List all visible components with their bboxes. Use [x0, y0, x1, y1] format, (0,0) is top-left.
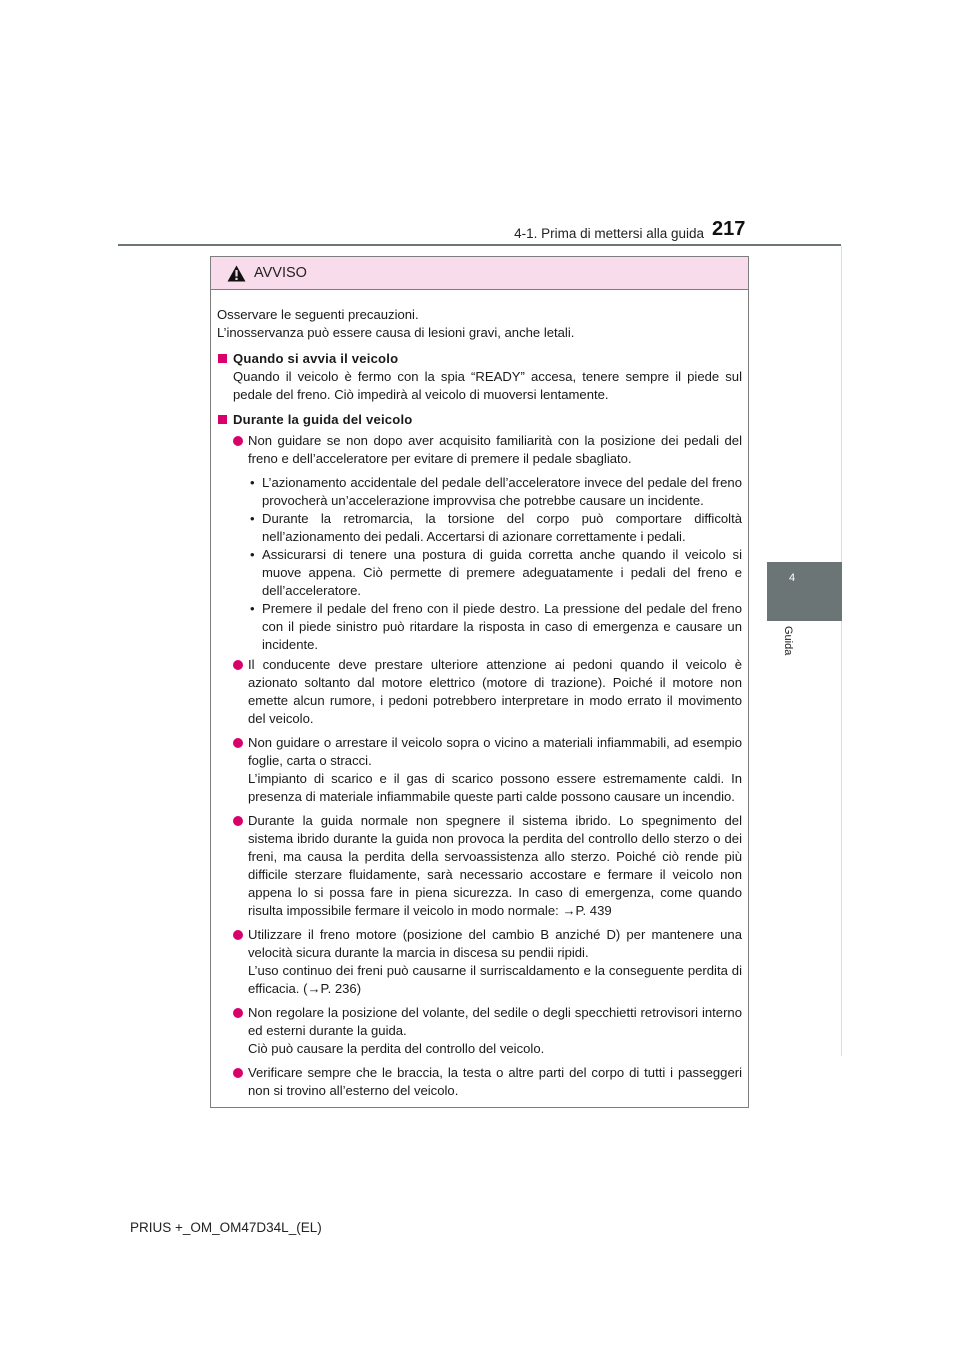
sub-list-item: • Assicurarsi di tenere una postura di guida corretta anche quando il veicolo si muove appena. Ciò permette di premere adeguatamente i pedali del freno e dell’acceleratore.	[250, 547, 742, 598]
square-bullet-icon	[218, 415, 227, 424]
side-divider	[841, 246, 842, 1056]
list-item: Utilizzare il freno motore (posizione del cambio B anziché D) per mantenere una velocità sicura durante la marcia in discesa su pendii ripidi. L’uso continuo dei freni può causarne il surriscaldamento e la conseguente perdita di efficacia. (→P. 236)	[217, 926, 742, 998]
list-item: Non guidare o arrestare il veicolo sopra o vicino a materiali infiammabili, ad esempio foglie, carta o stracci. L’impianto di scarico e il gas di scarico possono essere estremamente caldi. In presenza di materiale infiammabile queste parti calde possono causare un incendio.	[217, 734, 742, 806]
sub-list-item: • Premere il pedale del freno con il piede destro. La pressione del pedale del freno con il piede sinistro può ritardare la risposta in caso di emergenza e causare un incidente.	[250, 601, 742, 652]
round-bullet-icon	[233, 930, 243, 940]
chapter-label: Guida	[782, 626, 794, 656]
chapter-label-container	[782, 626, 822, 666]
round-bullet-icon	[233, 1008, 243, 1018]
chapter-tab	[767, 562, 842, 621]
list-item: Durante la guida normale non spegnere il sistema ibrido. Lo spegnimento del sistema ibrido durante la guida non provoca la perdita del controllo dello sterzo o dei freni, ma causa la perdita della servoassistenza allo sterzo. Poiché ciò rende più difficile sterzare fluidamente, sarà necessario accostare e fermare il veicolo non appena lo si possa fare in piena sicurezza. In caso di emergenza, come quando risulta impossibile fermare il veicolo in modo normale: →P. 439	[217, 812, 742, 920]
round-bullet-icon	[233, 660, 243, 670]
warning-title: AVVISO	[254, 265, 307, 281]
intro-line: Osservare le seguenti precauzioni.	[217, 307, 419, 322]
warning-triangle-icon	[227, 265, 246, 282]
round-bullet-icon	[233, 436, 243, 446]
page-number: 217	[712, 218, 746, 240]
chapter-number: 4	[789, 572, 796, 584]
round-bullet-icon	[233, 738, 243, 748]
sub-list	[217, 474, 742, 654]
sub-list-item: • L’azionamento accidentale del pedale dell’acceleratore invece del pedale del freno provocherà un’accelerazione improvvisa che potrebbe causare un incidente.	[250, 475, 742, 508]
warning-box	[210, 256, 749, 1108]
section-heading: Quando si avvia il veicolo	[217, 350, 742, 368]
warning-header	[211, 257, 748, 290]
square-bullet-icon	[218, 354, 227, 363]
running-header-section: 4-1. Prima di mettersi alla guida	[514, 226, 704, 241]
list-item: Verificare sempre che le braccia, la testa o altre parti del corpo di tutti i passeggeri non si trovino all’esterno del veicolo.	[217, 1064, 742, 1100]
round-bullet-icon	[233, 1068, 243, 1078]
list-item: Non regolare la posizione del volante, del sedile o degli specchietti retrovisori interno ed esterni durante la guida. Ciò può causare la perdita del controllo del veicolo.	[217, 1004, 742, 1058]
round-bullet-icon	[233, 816, 243, 826]
warning-body	[211, 290, 748, 1100]
header-divider	[118, 244, 841, 246]
sub-list-item: • Durante la retromarcia, la torsione del corpo può comportare difficoltà nell’azionamento dei pedali. Accertarsi di azionare correttamente i pedali.	[250, 511, 742, 544]
section-text: Quando il veicolo è fermo con la spia “READY” accesa, tenere sempre il piede sul pedale del freno. Ciò impedirà al veicolo di muoversi lentamente.	[233, 369, 742, 402]
document-code: PRIUS +_OM_OM47D34L_(EL)	[130, 1220, 322, 1235]
list-item: Il conducente deve prestare ulteriore attenzione ai pedoni quando il veicolo è azionato soltanto dal motore elettrico (motore di trazione). Poiché il motore non emette alcun rumore, i pedoni potrebbero interpretare in modo errato il movimento del veicolo.	[217, 656, 742, 728]
list-item: Non guidare se non dopo aver acquisito familiarità con la posizione dei pedali del freno e dell’acceleratore per evitare di premere il pedale sbagliato.	[217, 432, 742, 468]
section-heading: Durante la guida del veicolo	[217, 411, 742, 429]
intro-line: L’inosservanza può essere causa di lesioni gravi, anche letali.	[217, 325, 575, 340]
